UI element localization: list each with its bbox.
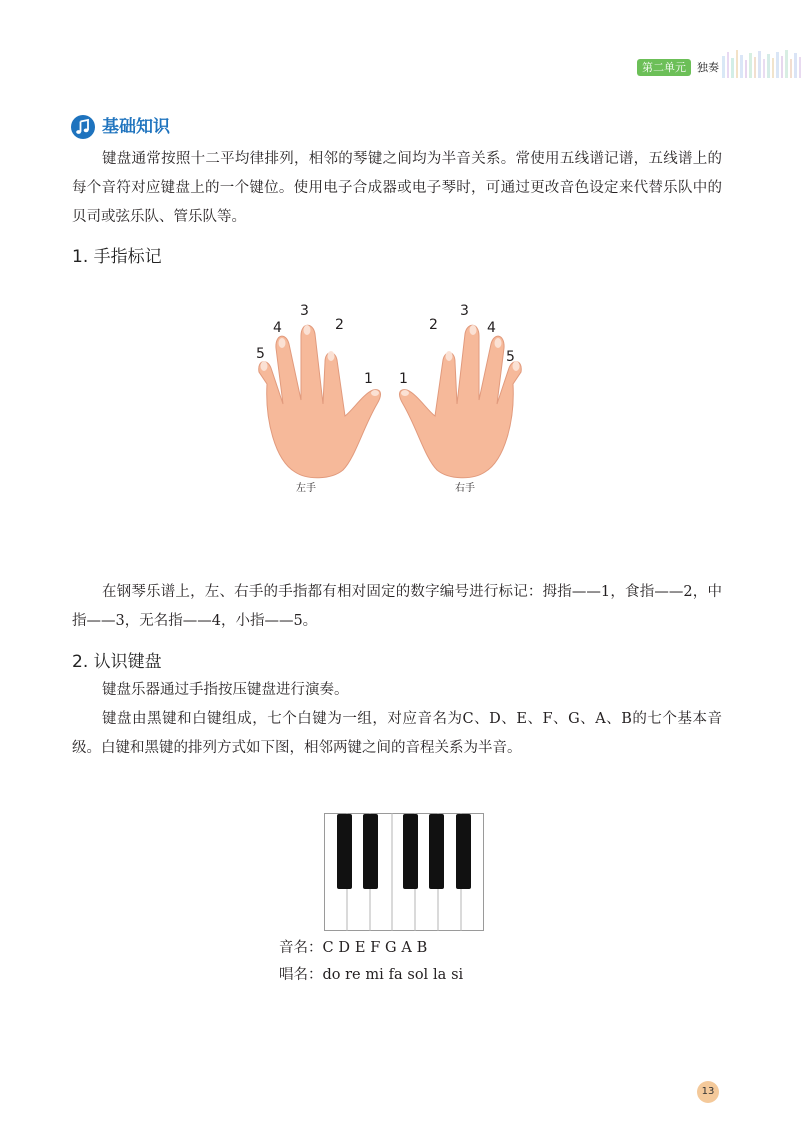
keyboard-heading: 2. 认识键盘 — [72, 652, 162, 672]
keyboard-paragraph-1: 键盘乐器通过手指按压键盘进行演奏。 — [102, 682, 349, 698]
left-finger-4: 4 — [273, 320, 282, 336]
note-name: D — [338, 940, 351, 956]
finger-heading: 1. 手指标记 — [72, 247, 162, 267]
right-finger-3: 3 — [460, 303, 469, 319]
solfege-syllable: fa — [388, 967, 403, 983]
right-hand — [400, 325, 522, 478]
right-finger-1: 1 — [399, 371, 408, 387]
solfege-syllable: do — [322, 967, 341, 983]
left-finger-2: 2 — [335, 317, 344, 333]
page-number: 13 — [697, 1081, 719, 1103]
solfege-syllable: la — [432, 967, 447, 983]
note-name: E — [354, 940, 366, 956]
header-decoration — [722, 50, 805, 78]
unit-topic: 独奏 — [697, 61, 719, 74]
note-name: B — [416, 940, 428, 956]
solfege-syllable: si — [451, 967, 464, 983]
solfege-row — [279, 963, 463, 987]
left-finger-1: 1 — [364, 371, 373, 387]
keyboard-paragraph-2: 键盘由黑键和白键组成，七个白键为一组，对应音名为C、D、E、F、G、A、B的七个基本音级。白键和黑键的排列方式如下图，相邻两键之间的音程关系为半音。 — [72, 711, 722, 756]
note-name: A — [401, 940, 412, 956]
right-finger-2: 2 — [429, 317, 438, 333]
keyboard-diagram — [324, 813, 484, 931]
unit-badge: 第二单元 — [637, 59, 691, 76]
solfege-label: 唱名： — [279, 967, 323, 983]
finger-paragraph: 在钢琴乐谱上，左、右手的手指都有相对固定的数字编号进行标记：拇指——1，食指——2，中指——3，无名指——4，小指——5。 — [72, 584, 722, 629]
left-hand — [259, 325, 381, 478]
right-hand-label: 右手 — [455, 483, 475, 494]
solfege-syllable: re — [345, 967, 361, 983]
music-note-icon — [71, 115, 95, 139]
right-finger-5: 5 — [506, 349, 515, 365]
right-finger-4: 4 — [487, 320, 496, 336]
note-names-label: 音名： — [279, 940, 323, 956]
section-title: 基础知识 — [102, 117, 170, 137]
note-name: G — [385, 940, 397, 956]
intro-paragraph: 键盘通常按照十二平均律排列，相邻的琴键之间均为半音关系。常使用五线谱记谱，五线谱上的每个音符对应键盘上的一个键位。使用电子合成器或电子琴时，可通过更改音色设定来代替乐队中的贝司或弦乐队、管乐队等。 — [72, 151, 722, 225]
left-finger-5: 5 — [256, 346, 265, 362]
note-name: F — [370, 940, 381, 956]
left-hand-label: 左手 — [296, 483, 316, 494]
solfege-syllable: sol — [407, 967, 429, 983]
solfege-syllable: mi — [365, 967, 384, 983]
note-name: C — [322, 940, 334, 956]
left-finger-3: 3 — [300, 303, 309, 319]
note-names-row — [279, 936, 427, 960]
